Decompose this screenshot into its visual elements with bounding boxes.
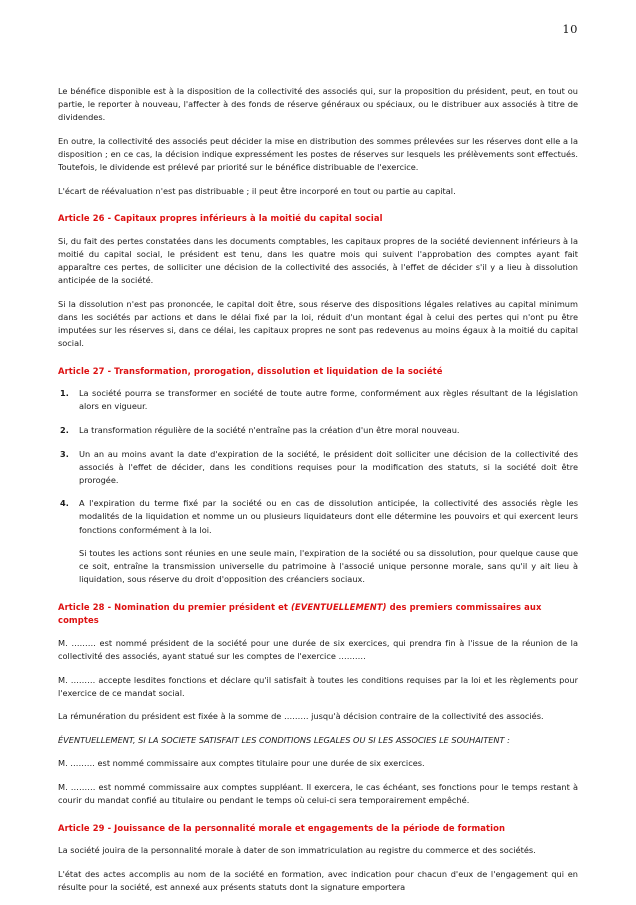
- list-item-text: Un an au moins avant la date d'expiration de la société, le président doit solliciter une décision de la collectivité des associés à l'effet de décider, dans les conditions requises pour la modification des statuts, si la société doit être prorogée.: [79, 448, 578, 485]
- list-item: [58, 448, 578, 487]
- heading-article-29: Article 29 - Jouissance de la personnalité morale et engagements de la période de formation: [58, 822, 506, 833]
- paragraph-pertes-constatees: Si, du fait des pertes constatées dans les documents comptables, les capitaux propres de la société deviennent inférieurs à la moitié du capital social, le président est tenu, dans les quatre mois qui suivent l'approbation des comptes ayant fait apparaître ces pertes, de solliciter une décision de la collectivité des associés, à l'effet de décider s'il y a lieu à dissolution anticipée de la société.: [58, 235, 578, 286]
- heading-article-28-part2: des premiers commissaires aux comptes: [58, 601, 542, 626]
- list-item-text: A l'expiration du terme fixé par la société ou en cas de dissolution anticipée, la collectivité des associés règle les modalités de la liquidation et nomme un ou plusieurs liquidateurs dont elle détermine les pouvoirs et qui exercent leurs fonctions conformément à la loi.: [79, 498, 578, 535]
- list-item-text: La société pourra se transformer en société de toute autre forme, conformément aux règles résultant de la législation alors en vigueur.: [79, 388, 578, 412]
- paragraph-nomination-president: M. ……… est nommé président de la société pour une durée de six exercices, qui prendra fin à l'issue de la réunion de la collectivité des associés, ayant statué sur les comptes de l'exercice ……….: [58, 637, 578, 661]
- list-item-number: 1.: [60, 388, 69, 399]
- article-27-list: [58, 387, 578, 536]
- paragraph-mise-en-distribution: En outre, la collectivité des associés peut décider la mise en distribution des sommes prélevées sur les réserves dont elle a la disposition ; en ce cas, la décision indique expressément les postes de réserves sur lesquels les prélèvements sont effectués. Toutefois, le dividende est prélevé par priorité sur le bénéfice distribuable de l'exercice.: [58, 135, 578, 172]
- heading-spacer: [58, 361, 578, 363]
- paragraph-remuneration-president: La rémunération du président est fixée à la somme de ……… jusqu'à décision contraire de la collectivité des associés.: [58, 711, 544, 722]
- document-body: [58, 85, 578, 905]
- list-item-text: La transformation régulière de la société n'entraîne pas la création d'un être moral nouveau.: [79, 425, 460, 435]
- paragraph-ecart-reevaluation: L'écart de réévaluation n'est pas distribuable ; il peut être incorporé en tout ou partie au capital.: [58, 185, 456, 196]
- paragraph-commissaire-suppleant: M. ……… est nommé commissaire aux comptes suppléant. Il exercera, le cas échéant, ses fonctions pour le temps restant à courir du mandat confié au titulaire ou pendant le temps où celui-ci sera temporairement empêché.: [58, 782, 578, 806]
- list-item-number: 4.: [60, 498, 69, 509]
- paragraph-etat-des-actes: L'état des actes accomplis au nom de la société en formation, avec indication pour chacun d'eux de l'engagement qui en résulte pour la société, est annexé aux présents statuts dont la signature emportera: [58, 868, 578, 893]
- list-item: [58, 497, 578, 536]
- heading-article-28-italic: (EVENTUELLEMENT): [290, 601, 387, 612]
- paragraph-acceptation-fonctions: M. ……… accepte lesdites fonctions et déclare qu'il satisfait à toutes les conditions requises par la loi et les règlements pour l'exercice de ce mandat social.: [58, 674, 578, 698]
- heading-article-28-part1: Article 28 - Nomination du premier président et: [58, 601, 291, 612]
- paragraph-commissaire-titulaire: M. ……… est nommé commissaire aux comptes titulaire pour une durée de six exercices.: [58, 758, 425, 769]
- page-number: 10: [562, 22, 578, 36]
- heading-article-28: [58, 601, 578, 627]
- heading-spacer: [58, 597, 578, 599]
- list-item-number: 2.: [60, 425, 69, 435]
- paragraph-benefice-disponible: Le bénéfice disponible est à la disposition de la collectivité des associés qui, sur la proposition du président, peut, en tout ou partie, le reporter à nouveau, l'affecter à des fonds de réserve généraux ou spéciaux, ou le distribuer aux associés à titre de dividendes.: [58, 86, 578, 123]
- paragraph-dissolution-non-prononcee: Si la dissolution n'est pas prononcée, le capital doit être, sous réserve des dispositions légales relatives au capital minimum dans les sociétés par actions et dans le délai fixé par la loi, réduit d'un montant égal à celui des pertes qui n'ont pu être imputées sur les réserves si, dans ce délai, les capitaux propres ne sont pas redevenus au moins égaux à la moitié du capital social.: [58, 298, 578, 349]
- heading-spacer: [58, 208, 578, 210]
- heading-article-26: Article 26 - Capitaux propres inférieurs à la moitié du capital social: [58, 213, 383, 224]
- paragraph-personnalite-morale: La société jouira de la personnalité morale à dater de son immatriculation au registre du commerce et des sociétés.: [58, 845, 536, 856]
- list-item: [58, 387, 578, 413]
- heading-spacer: [58, 818, 578, 820]
- paragraph-eventuellement-note: ÉVENTUELLEMENT, SI LA SOCIETE SATISFAIT LES CONDITIONS LEGALES OU SI LES ASSOCIES LE SOUHAITENT :: [58, 734, 510, 745]
- heading-article-27: Article 27 - Transformation, prorogation, dissolution et liquidation de la société: [58, 365, 443, 376]
- paragraph-actions-reunies: Si toutes les actions sont réunies en une seule main, l'expiration de la société ou sa dissolution, pour quelque cause que ce soit, entraîne la transmission universelle du patrimoine à l'associé unique personne morale, sans qu'il y ait lieu à liquidation, sous réserve du droit d'opposition des créanciers sociaux.: [79, 548, 578, 585]
- list-item-number: 3.: [60, 448, 69, 459]
- list-item: [58, 424, 578, 437]
